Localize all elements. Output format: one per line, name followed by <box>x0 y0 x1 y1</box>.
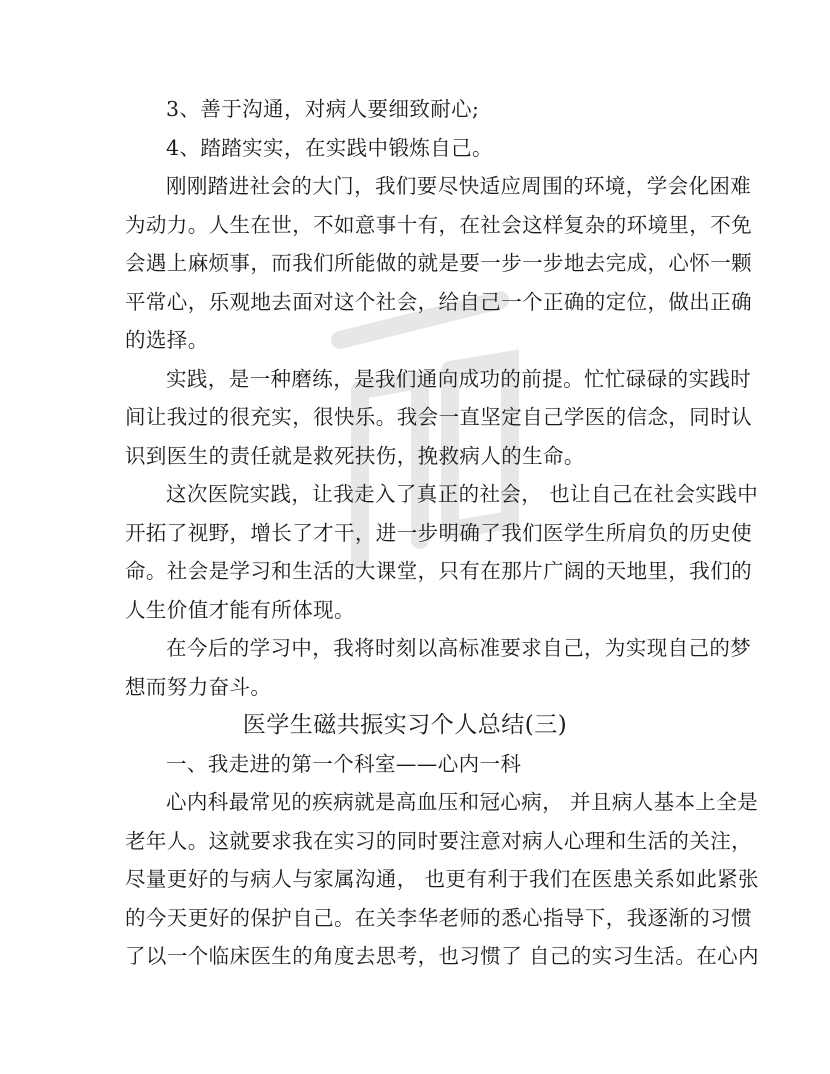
paragraph-line: 会遇上麻烦事，而我们所能做的就是要一步一步地去完成，心怀一颗 <box>125 251 752 275</box>
paragraph-hospital-practice <box>125 475 759 629</box>
paragraph-cardiology <box>125 783 759 976</box>
paragraph-line: 了以一个临床医生的角度去思考，也习惯了 自己的实习生活。在心内 <box>125 944 759 968</box>
paragraph-line: 老年人。这就要求我在实习的同时要注意对病人心理和生活的关注， <box>125 828 752 853</box>
paragraph-line: 想而努力奋斗。 <box>125 674 272 699</box>
paragraph-adapt-society <box>125 167 752 360</box>
list-item-3: 3、善于沟通，对病人要细致耐心; <box>166 97 480 121</box>
paragraph-line: 开拓了视野，增长了才干，进一步明确了我们医学生所肩负的历史使 <box>125 520 752 545</box>
paragraph-line: 间让我过的很充实，很快乐。我会一直坚定自己学医的信念，同时认 <box>125 405 752 429</box>
subsection-title: 一、我走进的第一个科室——心内一科 <box>166 751 522 776</box>
paragraph-line: 为动力。人生在世，不如意事十有，在社会这样复杂的环境里，不免 <box>125 212 752 237</box>
paragraph-practice <box>125 360 752 476</box>
section-title: 医学生磁共振实习个人总结(三) <box>242 712 568 738</box>
paragraph-line: 的选择。 <box>125 328 209 352</box>
paragraph-line: 实践，是一种磨练，是我们通向成功的前提。忙忙碌碌的实践时 <box>166 366 752 391</box>
paragraph-line: 尽量更好的与病人与家属沟通， 也更有利于我们在医患关系如此紧张 <box>125 867 759 891</box>
document-body <box>125 90 759 976</box>
paragraph-line: 识到医生的责任就是救死扶伤，挽救病人的生命。 <box>125 443 585 468</box>
paragraph-line: 刚刚踏进社会的大门，我们要尽快适应周围的环境，学会化困难 <box>166 174 752 198</box>
paragraph-line: 命。社会是学习和生活的大课堂，只有在那片广阔的天地里，我们的 <box>125 559 752 583</box>
paragraph-line: 这次医院实践，让我走入了真正的社会， 也让自己在社会实践中 <box>166 482 759 506</box>
paragraph-future-study <box>125 629 752 706</box>
paragraph-line: 人生价值才能有所体现。 <box>125 597 355 622</box>
paragraph-line: 心内科最常见的疾病就是高血压和冠心病， 并且病人基本上全是 <box>166 790 759 814</box>
list-item-4: 4、踏踏实实，在实践中锻炼自己。 <box>166 135 493 160</box>
paragraph-line: 平常心，乐观地去面对这个社会，给自己一个正确的定位，做出正确 <box>125 289 752 314</box>
paragraph-line: 的今天更好的保护自己。在关李华老师的悉心指导下，我逐渐的习惯 <box>125 905 752 930</box>
paragraph-line: 在今后的学习中，我将时刻以高标准要求自己，为实现自己的梦 <box>166 636 752 660</box>
